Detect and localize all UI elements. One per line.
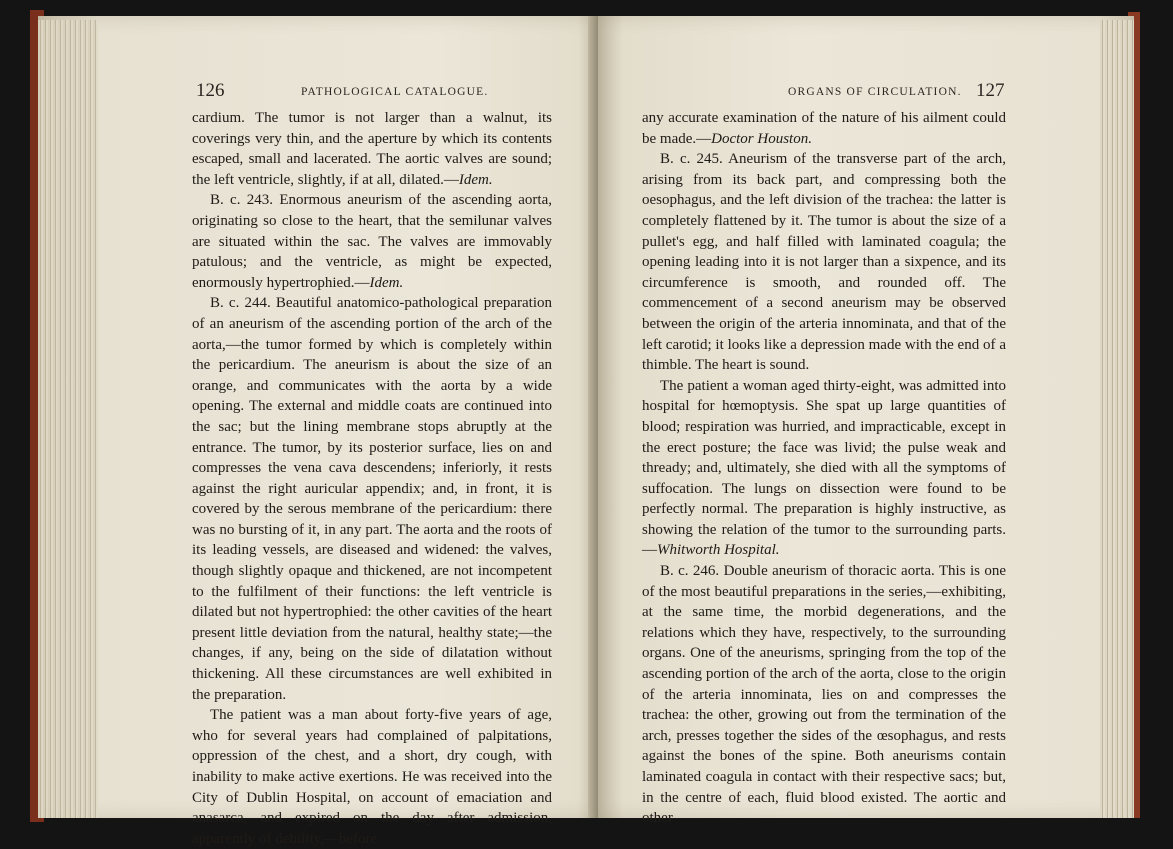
paragraph: B. c. 243. Enormous aneurism of the ascending aorta, originating so close to the heart, that the semilunar valves are situated within the sac. The valves are immovably patulous; and the ventricle, as might be expected, enormously hypertrophied.—Idem. [192, 192, 552, 291]
paragraph: B. c. 245. Aneurism of the transverse part of the arch, arising from its back part, and compressing both the oesophagus, and the left division of the trachea: the latter is completely flattened by it. The tumor is about the size of a pullet's egg, and half filled with laminated coagula; the opening leading into it is not larger than a sixpence, and its circumference is smooth, and rounded off. The commencement of a second aneurism may be observed between the origin of the arteria innominata, and that of the left carotid; it looks like a depression made with the end of a thimble. The heart is sound. [642, 151, 1006, 374]
paragraph: The patient a woman aged thirty-eight, was admitted into hospital for hœmoptysis. She spat up large quantities of blood; respiration was hurried, and impracticable, except in the erect posture; the face was livid; the pulse weak and thready; and, ultimately, she died with all the symptoms of suffocation. The lungs on dissection were found to be perfectly normal. The preparation is highly instructive, as showing the relation of the tumor to the surrounding parts.—Whitworth Hospital. [642, 377, 1006, 559]
paragraph: B. c. 246. Double aneurism of thoracic aorta. This is one of the most beautiful preparations in the series,—exhibiting, at the same time, the morbid degenerations, and the relations which they have, respectively, to the surrounding organs. One of the aneurisms, springing from the top of the ascending portion of the arch of the aorta, close to the origin of the arteria innominata, lies on and compresses the trachea: the other, growing out from the termination of the arch, presses together the sides of the œsophagus, and rests against the bones of the spine. Both aneurisms contain laminated coagula in contact with their respective sacs; but, in the centre of each, fluid blood existed. The aortic and other [642, 563, 1006, 827]
right-page [598, 16, 1134, 827]
left-page [38, 16, 598, 847]
left-page-header [38, 80, 598, 106]
paragraph: The patient was a man about forty-five years of age, who for several years had complained of palpitations, oppression of the chest, and a short, dry cough, with inability to make active exertions. He was received into the City of Dublin Hospital, on account of emaciation and anasarca, and expired on the day after admission, apparently of debility,—before [192, 707, 552, 847]
page-stack-right [1100, 20, 1134, 818]
left-running-head: PATHOLOGICAL CATALOGUE. [301, 86, 489, 98]
paragraph: any accurate examination of the nature of his ailment could be made.—Doctor Houston. [642, 110, 1006, 147]
right-page-body [642, 108, 1006, 829]
left-page-number: 126 [196, 80, 225, 101]
right-page-number: 127 [976, 80, 1005, 101]
right-running-head: ORGANS OF CIRCULATION. [788, 86, 962, 98]
paragraph: B. c. 244. Beautiful anatomico-pathological preparation of an aneurism of the ascending portion of the arch of the aorta,—the tumor formed by which is completely within the pericardium. The aneurism is about the size of an orange, and communicates with the aorta by a wide opening. The external and middle coats are continued into the sac; but the lining membrane stops abruptly at the entrance. The tumor, by its posterior surface, lies on and compresses the vena cava descendens; inferiorly, it rests against the right auricular appendix; and, in front, it is covered by the serous membrane of the pericardium: there was no bursting of it, in any part. The aorta and the roots of its leading vessels, are diseased and widened: the valves, though slightly opaque and thickened, are not incompetent to the fulfilment of their functions: the left ventricle is dilated but not hypertrophied: the other cavities of the heart present little deviation from the natural, healthy state;—the changes, if any, being on the side of dilatation without thickening. All these circumstances are well exhibited in the preparation. [192, 295, 552, 703]
right-page-header [598, 80, 1134, 106]
left-page-body [192, 108, 552, 849]
paragraph: cardium. The tumor is not larger than a walnut, its coverings very thin, and the aperture by which its contents escaped, small and lacerated. The aortic valves are sound; the left ventricle, slightly, if at all, dilated.—Idem. [192, 110, 552, 188]
page-stack-left [38, 20, 98, 818]
